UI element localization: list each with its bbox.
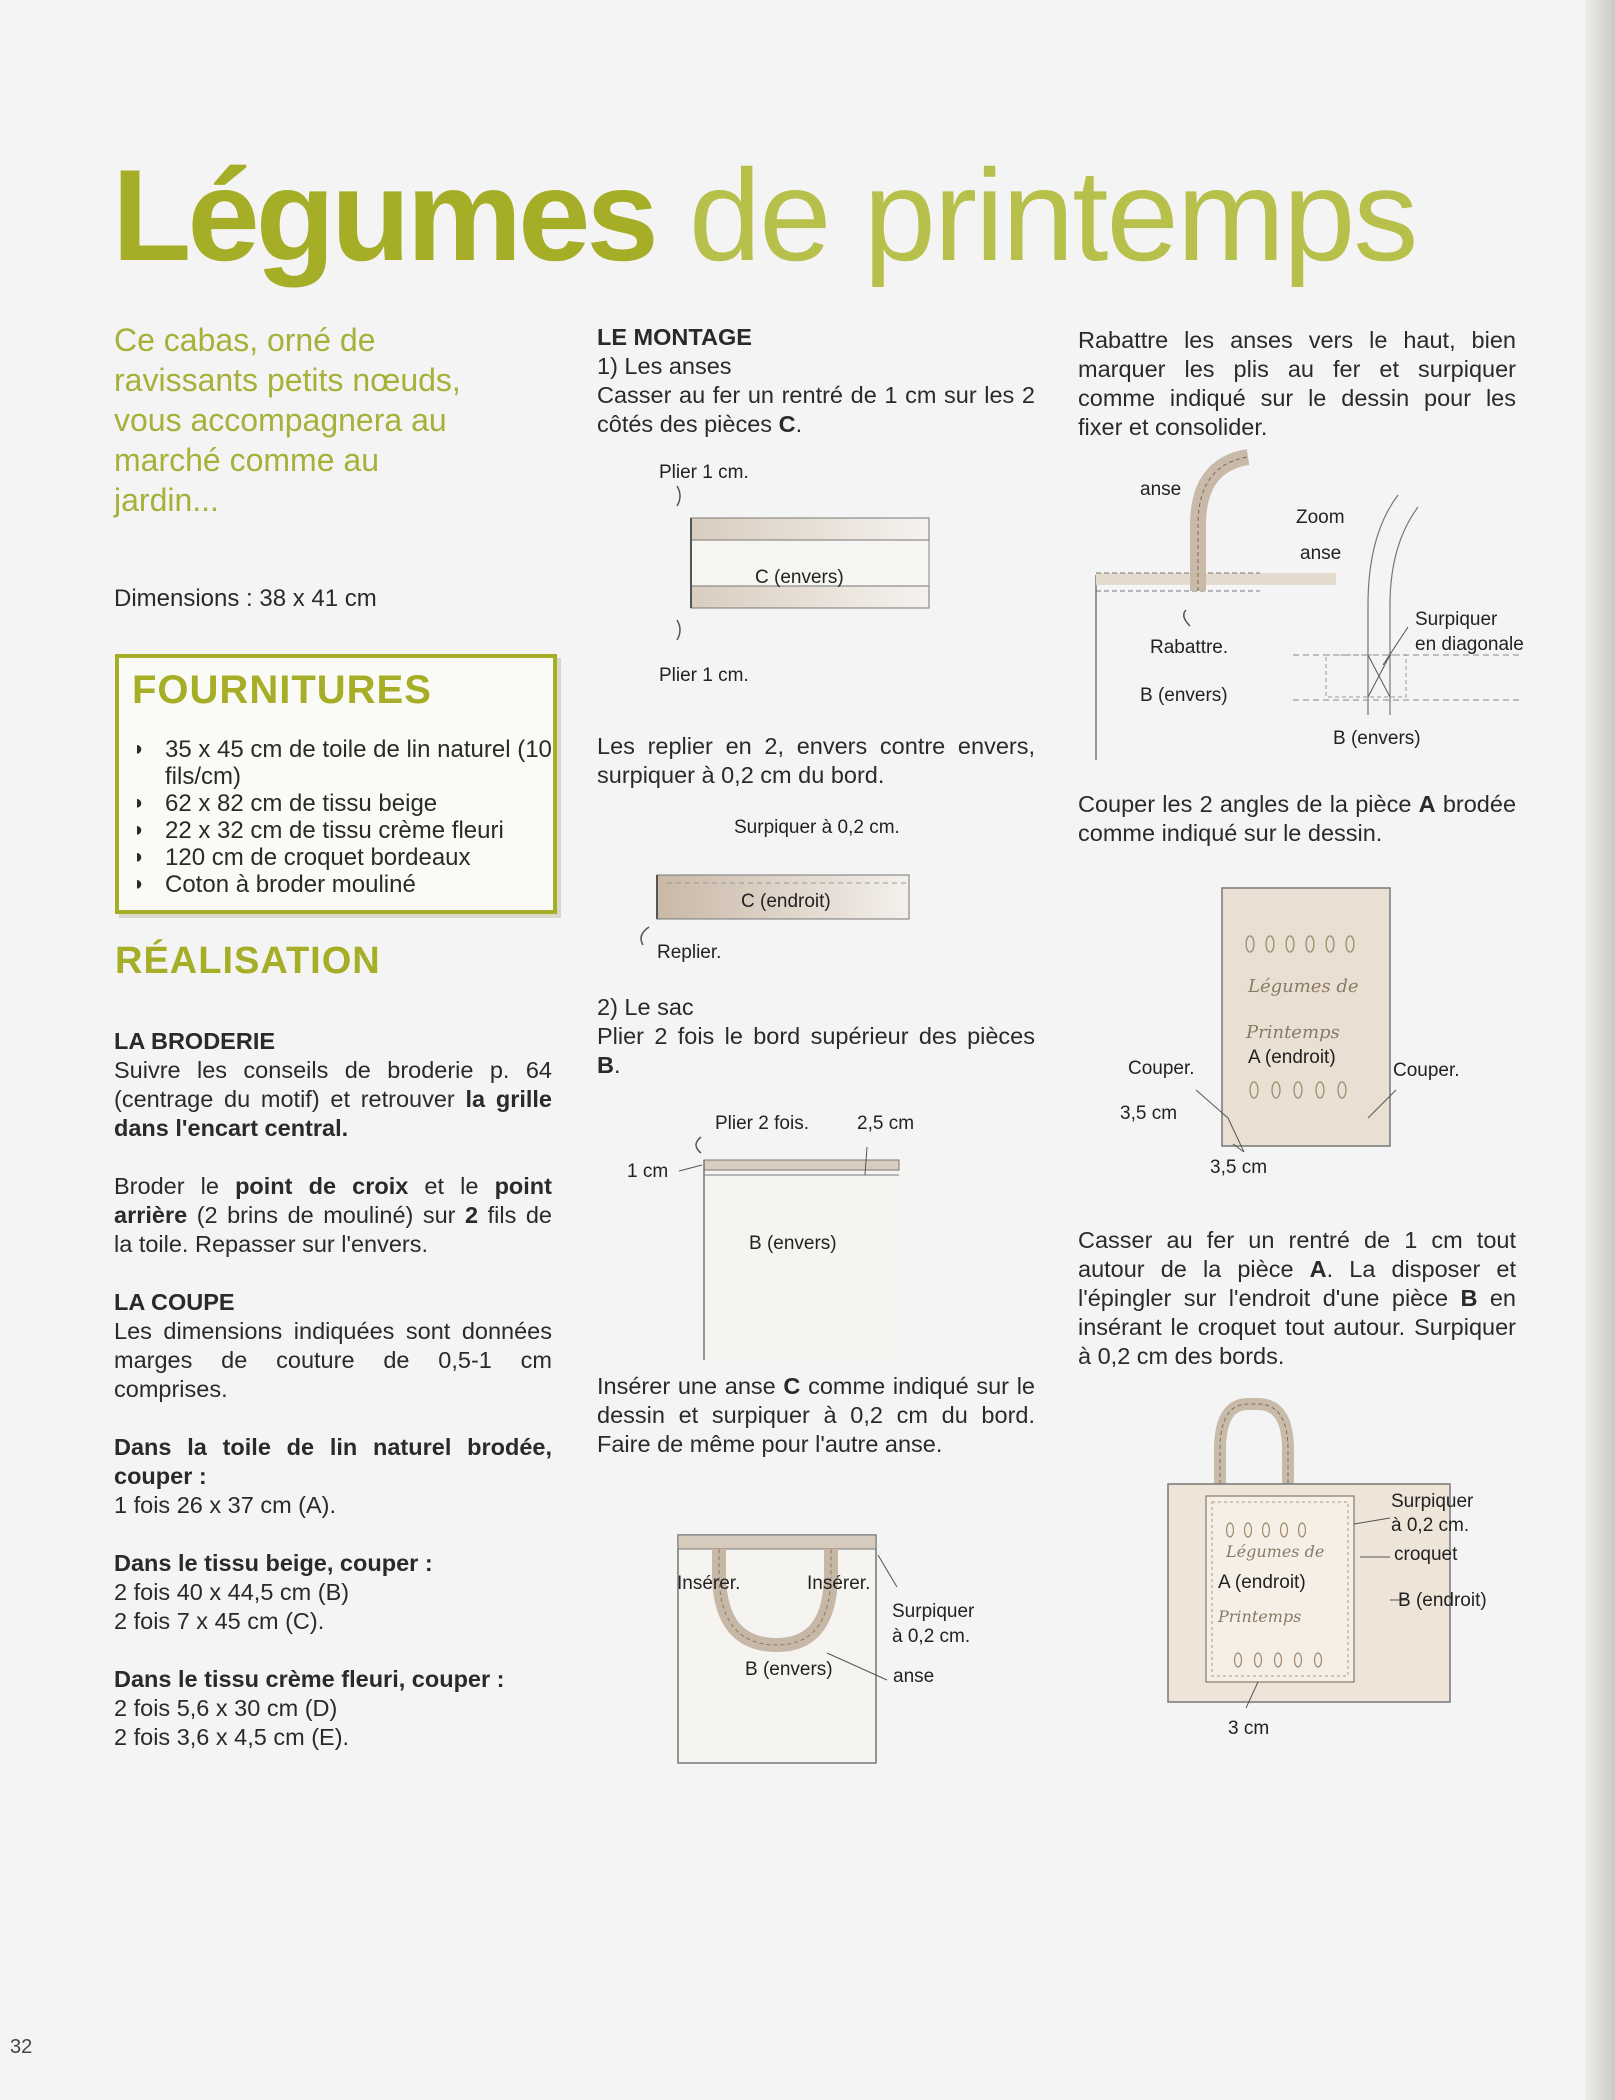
coupe-creme-heading: Dans le tissu crème fleuri, couper : bbox=[114, 1666, 505, 1692]
label-b-envers: B (envers) bbox=[745, 1659, 833, 1680]
label-3-5-cm-left: 3,5 cm bbox=[1120, 1103, 1178, 1124]
label-a-endroit: A (endroit) bbox=[1218, 1572, 1306, 1593]
label-3-cm: 3 cm bbox=[1228, 1718, 1270, 1739]
coupe-creme-item: 2 fois 5,6 x 30 cm (D) bbox=[114, 1695, 338, 1721]
coupe-beige-heading: Dans le tissu beige, couper : bbox=[114, 1550, 433, 1576]
fournitures-list bbox=[133, 736, 553, 898]
list-item: ◗ 120 cm de croquet bordeaux bbox=[133, 844, 471, 871]
broderie-title: LA BRODERIE bbox=[114, 1028, 276, 1054]
sac-paragraph-1: Plier 2 fois le bord supérieur des pièces B. bbox=[597, 1023, 1035, 1078]
embroidery-line-1: Légumes de bbox=[1226, 1542, 1325, 1561]
col3-paragraph-1: Rabattre les anses vers le haut, bien marquer les plis au fer et surpiquer comme indiqué sur le dessin pour les fixer et consolider. bbox=[1078, 327, 1516, 440]
label-plier-bottom: Plier 1 cm. bbox=[659, 665, 749, 686]
label-anse: anse bbox=[893, 1666, 935, 1687]
label-inserer-right: Insérer. bbox=[807, 1573, 871, 1594]
coupe-title: LA COUPE bbox=[114, 1289, 235, 1315]
col3-paragraph-3: Casser au fer un rentré de 1 cm tout autour de la pièce A. La disposer et l'épingler sur l'endroit d'une pièce B en insérant le croquet tout autour. Surpiquer à 0,2 cm des bords. bbox=[1078, 1227, 1517, 1369]
label-surpiquer: Surpiquer à 0,2 cm. bbox=[734, 817, 900, 838]
label-surpiquer-l1: Surpiquer bbox=[1391, 1491, 1474, 1512]
embroidery-line-1: Légumes de bbox=[1248, 976, 1359, 997]
diagram-sac-fold bbox=[597, 1105, 1037, 1360]
coupe-lin-item: 1 fois 26 x 37 cm (A). bbox=[114, 1492, 337, 1518]
label-anse-zoom: anse bbox=[1300, 543, 1342, 564]
label-replier: Replier. bbox=[657, 942, 722, 963]
broderie-section bbox=[114, 1027, 552, 1752]
label-b-envers: B (envers) bbox=[749, 1233, 837, 1254]
diagram-couper-angles bbox=[1078, 880, 1548, 1190]
coupe-creme-item: 2 fois 3,6 x 4,5 cm (E). bbox=[114, 1724, 350, 1750]
diagram-anse-fold bbox=[597, 450, 1037, 690]
label-surpiquer-l2: à 0,2 cm. bbox=[892, 1626, 971, 1647]
sac-section bbox=[597, 993, 1035, 1080]
embroidery-line-2: Printemps bbox=[1218, 1607, 1302, 1626]
bullet-icon: ◗ bbox=[133, 792, 146, 814]
label-b-endroit: B (endroit) bbox=[1398, 1590, 1487, 1611]
label-b-envers: B (envers) bbox=[1140, 685, 1228, 706]
broderie-paragraph-2: Broder le point de croix et le point arrière (2 brins de mouliné) sur 2 fils de la toile. Repasser sur l'envers. bbox=[114, 1173, 553, 1257]
sac-title: 2) Le sac bbox=[597, 994, 694, 1020]
label-croquet: croquet bbox=[1394, 1544, 1458, 1565]
montage-intro bbox=[597, 323, 1035, 439]
label-a-endroit: A (endroit) bbox=[1248, 1047, 1336, 1068]
label-zoom: Zoom bbox=[1296, 507, 1345, 528]
diagram-rabattre bbox=[1078, 455, 1548, 765]
realisation-heading: RÉALISATION bbox=[115, 940, 381, 982]
fournitures-box bbox=[115, 654, 557, 914]
page-number: 32 bbox=[10, 2036, 33, 2058]
label-inserer-left: Insérer. bbox=[677, 1573, 741, 1594]
list-item: ◗ 22 x 32 cm de tissu crème fleuri bbox=[133, 817, 504, 844]
list-item: ◗ Coton à broder mouliné bbox=[133, 871, 416, 898]
label-plier-top: Plier 1 cm. bbox=[659, 462, 749, 483]
label-c-endroit: C (endroit) bbox=[741, 891, 831, 912]
coupe-beige-item: 2 fois 7 x 45 cm (C). bbox=[114, 1608, 325, 1634]
diagram-final-bag bbox=[1078, 1400, 1548, 1740]
coupe-beige-item: 2 fois 40 x 44,5 cm (B) bbox=[114, 1579, 350, 1605]
col3-paragraph-2: Couper les 2 angles de la pièce A brodée comme indiqué sur le dessin. bbox=[1078, 791, 1517, 846]
label-c-envers: C (envers) bbox=[755, 567, 844, 588]
broderie-paragraph-1: Suivre les conseils de broderie p. 64 (centrage du motif) et retrouver la grille dans l'encart central. bbox=[114, 1057, 552, 1141]
sac-paragraph-2: Insérer une anse C comme indiqué sur le dessin et surpiquer à 0,2 cm du bord. Faire de même pour l'autre anse. bbox=[597, 1373, 1035, 1457]
page-gutter-shadow bbox=[1585, 0, 1615, 2100]
dimensions-text: Dimensions : 38 x 41 cm bbox=[114, 585, 377, 612]
bullet-icon: ◗ bbox=[133, 819, 146, 841]
list-item: ◗ 35 x 45 cm de toile de lin naturel (10 fils/cm) bbox=[133, 736, 552, 790]
label-surpiquer-l1: Surpiquer bbox=[892, 1601, 975, 1622]
label-surpiquer-l2: à 0,2 cm. bbox=[1391, 1515, 1470, 1536]
label-couper-right: Couper. bbox=[1393, 1060, 1460, 1081]
diagram-insert-anse bbox=[597, 1525, 1037, 1765]
embroidery-line-2: Printemps bbox=[1246, 1022, 1340, 1043]
label-plier-2-fois: Plier 2 fois. bbox=[715, 1113, 809, 1134]
label-couper-left: Couper. bbox=[1128, 1058, 1195, 1079]
coupe-paragraph: Les dimensions indiquées sont données marges de couture de 0,5-1 cm comprises. bbox=[114, 1318, 552, 1402]
anses-paragraph-2: Les replier en 2, envers contre envers, surpiquer à 0,2 cm du bord. bbox=[597, 733, 1035, 788]
page-title: Légumes de printemps bbox=[112, 142, 1417, 288]
diagram-anse-stitch bbox=[597, 815, 1037, 970]
label-b-envers-zoom: B (envers) bbox=[1333, 728, 1421, 749]
bullet-icon: ◗ bbox=[133, 738, 146, 760]
label-anse: anse bbox=[1140, 479, 1182, 500]
label-surpiquer-l2: en diagonale bbox=[1415, 634, 1524, 655]
bullet-icon: ◗ bbox=[133, 846, 146, 868]
anses-title: 1) Les anses bbox=[597, 353, 732, 379]
bullet-icon: ◗ bbox=[133, 873, 146, 895]
montage-heading: LE MONTAGE bbox=[597, 324, 752, 350]
label-1-cm: 1 cm bbox=[627, 1161, 669, 1182]
list-item: ◗ 62 x 82 cm de tissu beige bbox=[133, 790, 438, 817]
label-3-5-cm-bottom: 3,5 cm bbox=[1210, 1157, 1268, 1178]
anses-paragraph-1: Casser au fer un rentré de 1 cm sur les 2 côtés des pièces C. bbox=[597, 382, 1035, 437]
label-surpiquer-l1: Surpiquer bbox=[1415, 609, 1498, 630]
intro-text: Ce cabas, orné de ravissants petits nœuds, vous accompagnera au marché comme au jardin... bbox=[114, 322, 461, 518]
coupe-lin-heading: Dans la toile de lin naturel brodée, couper : bbox=[114, 1434, 552, 1489]
label-rabattre: Rabattre. bbox=[1150, 637, 1229, 658]
fournitures-heading: FOURNITURES bbox=[132, 668, 432, 712]
label-2-5-cm: 2,5 cm bbox=[857, 1113, 915, 1134]
